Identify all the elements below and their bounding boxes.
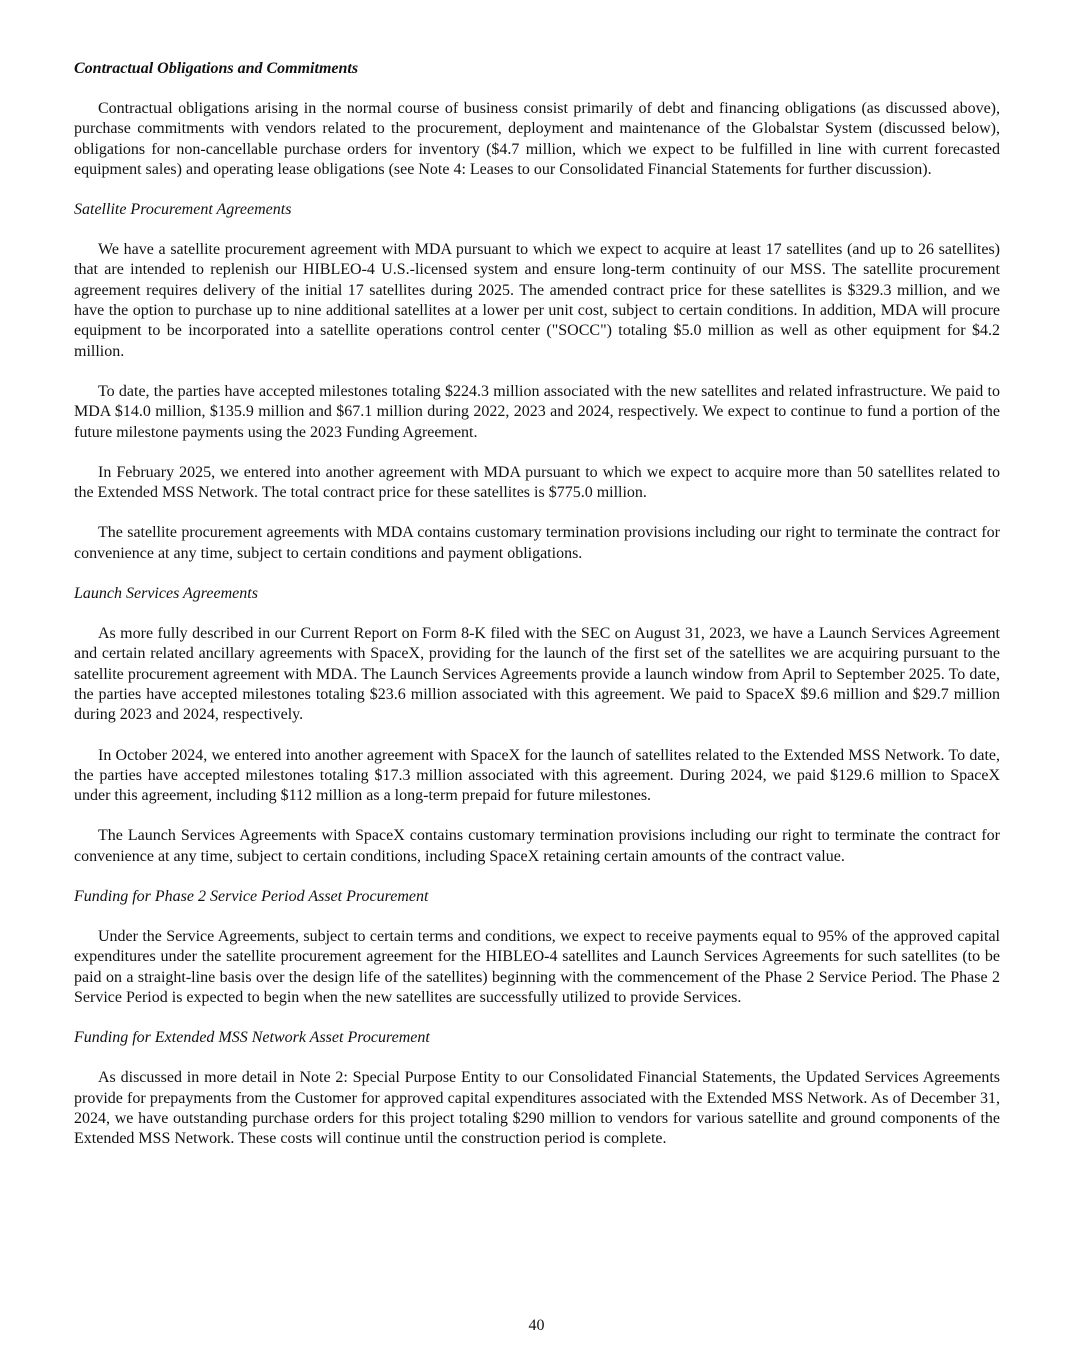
extended-mss-funding-heading: Funding for Extended MSS Network Asset Procurement <box>74 1029 430 1047</box>
launch-services-paragraph-1: As more fully described in our Current Report on Form 8-K filed with the SEC on August 31, 2023, we have a Launch Services Agreement and certain related ancillary agreements with SpaceX, providing for the launch of the first set of the satellites we are acquiring pursuant to the satellite procurement agreement with MDA. The Launch Services Agreements provide a launch window from April to September 2025. To date, the parties have accepted milestones totaling $23.6 million associated with this agreement. We paid to SpaceX $9.6 million and $29.7 million during 2023 and 2024, respectively. <box>74 625 1000 724</box>
satellite-procurement-paragraph-2: To date, the parties have accepted milestones totaling $224.3 million associated with the new satellites and related infrastructure. We paid to MDA $14.0 million, $135.9 million and $67.1 million during 2022, 2023 and 2024, respectively. We expect to continue to fund a portion of the future milestone payments using the 2023 Funding Agreement. <box>74 382 1000 441</box>
satellite-procurement-paragraph-3: In February 2025, we entered into another agreement with MDA pursuant to which we expect to acquire more than 50 satellites related to the Extended MSS Network. The total contract price for these satellites is $775.0 million. <box>74 463 1000 502</box>
launch-services-paragraph-2: In October 2024, we entered into another agreement with SpaceX for the launch of satellites related to the Extended MSS Network. To date, the parties have accepted milestones totaling $17.3 million associated with this agreement. During 2024, we paid $129.6 million to SpaceX under this agreement, including $112 million as a long-term prepaid for future milestones. <box>74 746 1000 805</box>
extended-mss-funding-paragraph: As discussed in more detail in Note 2: Special Purpose Entity to our Consolidated Financial Statements, the Updated Services Agreements provide for prepayments from the Customer for approved capital expenditures associated with the Extended MSS Network. As of December 31, 2024, we have outstanding purchase orders for this project totaling $290 million to vendors for various satellite and ground components of the Extended MSS Network. These costs will continue until the construction period is complete. <box>74 1069 1000 1148</box>
phase2-funding-paragraph: Under the Service Agreements, subject to certain terms and conditions, we expect to receive payments equal to 95% of the approved capital expenditures under the satellite procurement agreement for the HIBLEO-4 satellites and Launch Services Agreements for such satellites (to be paid on a straight-line basis over the design life of the satellites) beginning with the commencement of the Phase 2 Service Period. The Phase 2 Service Period is expected to begin when the new satellites are successfully utilized to provide Services. <box>74 928 1000 1006</box>
launch-services-heading: Launch Services Agreements <box>74 585 258 603</box>
satellite-procurement-heading: Satellite Procurement Agreements <box>74 201 292 219</box>
satellite-procurement-paragraph-1: We have a satellite procurement agreement with MDA pursuant to which we expect to acquire at least 17 satellites (and up to 26 satellites) that are intended to replenish our HIBLEO-4 U.S.-licensed system and ensure long-term continuity of our MSS. The satellite procurement agreement requires delivery of the initial 17 satellites during 2025. The amended contract price for these satellites is $329.3 million, and we have the option to purchase up to nine additional satellites at a lower per unit cost, subject to certain conditions. In addition, MDA will procure equipment to be incorporated into a satellite operations control center ("SOCC") totaling $5.0 million as well as other equipment for $4.2 million. <box>74 241 1000 360</box>
contractual-obligations-paragraph: Contractual obligations arising in the normal course of business consist primarily of debt and financing obligations (as discussed above), purchase commitments with vendors related to the procurement, deployment and maintenance of the Globalstar System (discussed below), obligations for non-cancellable purchase orders for inventory ($4.7 million, which we expect to be fulfilled in line with current forecasted equipment sales) and operating lease obligations (see Note 4: Leases to our Consolidated Financial Statements for further discussion). <box>74 100 1000 178</box>
contractual-obligations-heading: Contractual Obligations and Commitments <box>74 60 359 77</box>
launch-services-paragraph-3: The Launch Services Agreements with SpaceX contains customary termination provisions including our right to terminate the contract for convenience at any time, subject to certain conditions, including SpaceX retaining certain amounts of the contract value. <box>74 827 1000 865</box>
page-number: 40 <box>528 1317 545 1334</box>
phase2-funding-heading: Funding for Phase 2 Service Period Asset Procurement <box>74 888 429 906</box>
document-page <box>74 59 1000 1169</box>
satellite-procurement-paragraph-4: The satellite procurement agreements with MDA contains customary termination provisions including our right to terminate the contract for convenience at any time, subject to certain conditions and payment obligations. <box>74 524 1000 562</box>
